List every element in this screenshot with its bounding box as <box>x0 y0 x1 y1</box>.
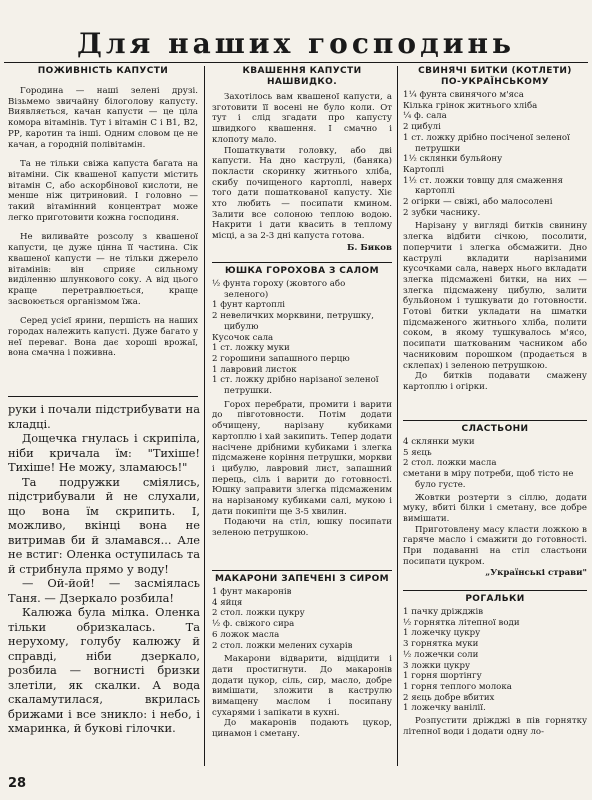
story-continuation <box>8 402 200 736</box>
article-cabbage-nutrition <box>8 66 198 359</box>
recipe-heading: ПО-УКРАЇНСЬКОМУ <box>440 77 550 87</box>
author-signature: Б. Биков <box>347 242 392 253</box>
title-rule <box>4 62 588 63</box>
ingredient-item: 1 фунт макаронів <box>212 587 292 597</box>
recipe-heading: МАКАРОНИ ЗАПЕЧЕНІ З СИРОМ <box>214 574 390 584</box>
page-number: 28 <box>8 776 27 791</box>
recipe-rogalky <box>403 594 587 737</box>
recipe-baked-macaroni <box>212 574 392 740</box>
section-rule <box>212 262 392 263</box>
ingredient-item: ½ ложечки соли <box>403 649 479 660</box>
ingredient-item: Кусочок сала <box>212 332 274 343</box>
ingredient-item: Картоплі <box>403 164 445 175</box>
ingredient-list <box>212 279 392 397</box>
recipe-pea-soup <box>212 266 392 539</box>
ingredient-item: 2 горошини запашного перцю <box>212 353 350 364</box>
ingredient-item: 4 склянки муки <box>403 437 475 447</box>
ingredient-item: 1½ склянки бульйону <box>403 154 503 165</box>
paragraph: Нарізану у вигляді битків свинину злегка відбити січкою, посолити, поперчити і злегка обсмажити. Дно каструлі вкладити нарізаними кусочками сала, наверх нього вкладати злегка підсмажені битки, на них — злегка підсмажену цибулю, залити бульйоном і тушкувати до готовности. Готові битки укладати на шматки підсмаженого житнього хліба, полити соком, в якому тушкувалось м'ясо, посипати шаткованим часником або часниковим порошком (продається в склепах) і зеленою петрушкою. <box>403 221 587 371</box>
ingredient-item: 1 ст. ложку дрібно посіченої зеленої петрушки <box>403 132 570 154</box>
paragraph: Не виливайте розсолу з квашеної капусти, це дуже цінна її частина. Сік квашеної капусти — не тільки джерело вітамінів: він сприяє сильному виділенню шлункового соку. А від цього краще перетравлюється, краще засвоюється організмом їжа. <box>8 232 198 307</box>
story-paragraph: — Ой-йой! — засміялась Таня. — Дзеркало розбила! <box>8 576 200 605</box>
article-heading: ПОЖИВНІСТЬ КАПУСТИ <box>37 66 169 76</box>
recipe-slastiony <box>403 424 587 579</box>
ingredient-item: 3 горнятка муки <box>403 639 479 650</box>
article-sauerkraut <box>212 66 392 254</box>
ingredient-item: ¼ ф. сала <box>403 111 447 122</box>
ingredient-item: 3 ложки цукру <box>403 660 471 671</box>
recipe-heading: ЮШКА ГОРОХОВА З САЛОМ <box>225 266 379 276</box>
ingredient-item: 5 яєць <box>403 447 432 458</box>
ingredient-item: ½ фунта гороху (жовтого або зеленого) <box>212 279 346 300</box>
ingredient-item: 2 стол. ложки масла <box>403 458 497 469</box>
section-rule <box>212 570 392 571</box>
ingredient-item: 2 зубки часнику. <box>403 207 481 218</box>
paragraph: Розпустити дріжджі в пів горнятку літепної води і додати одну ло- <box>403 716 587 737</box>
article-heading: НАШВИДКО. <box>266 77 338 87</box>
ingredient-item: Кілька грінок житнього хліба <box>403 100 538 111</box>
paragraph: Жовтки розтерти з сіллю, додати муку, вбиті білки і сметану, все добре вимішати. <box>403 492 587 524</box>
ingredient-item: 2 яєць добре вбитих <box>403 692 495 703</box>
ingredient-item: 2 стол. ложки цукру <box>212 608 305 619</box>
ingredient-item: 1¼ фунта свинячого м'яса <box>403 90 524 100</box>
section-rule <box>8 396 198 397</box>
recipe-pork-cutlets <box>403 66 587 393</box>
ingredient-item: 1 ст. ложку дрібно нарізаної зеленої петрушки. <box>212 375 379 397</box>
paragraph: Подаючи на стіл, юшку посипати зеленою петрушкою. <box>212 517 392 539</box>
paragraph: Серед усієї ярини, першість на наших городах належить капусті. Дуже багато у неї переваг. Вона дає хороші врожаї, вона смачна і поживна. <box>8 316 199 359</box>
ingredient-item: 6 ложок масла <box>212 629 280 640</box>
ingredient-list <box>403 607 587 714</box>
ingredient-item: 1 горня шортінгу <box>403 671 482 682</box>
ingredient-item: 1 ложечку ванілії. <box>403 703 486 714</box>
ingredient-item: 4 яйця <box>212 597 243 608</box>
paragraph: Приготовлену масу класти ложкою в гаряче масло і смажити до готовності. При подаванні на стіл сластьони посипати цукром. <box>403 524 587 567</box>
ingredient-item: 1 пачку дріжджів <box>403 607 484 617</box>
ingredient-item: 1 горня теплого молока <box>403 681 512 692</box>
paragraph: Городина — наші зелені друзі. Візьмемо звичайну білоголову капусту. Виявляється, качан капусти — це ціла комора вітамінів. Тут і вітамін С і В1, В2, РР, каротин та інші. Одним словом це не качан, а городній полівітамін. <box>8 86 198 150</box>
ingredient-item: 2 огірки — свіжі, або малосолені <box>403 197 553 208</box>
section-rule <box>403 590 587 591</box>
paragraph: Горох перебрати, промити і варити до півготовности. Потім додати обчищену, нарізану кубиками картоплю і хай закипить. Тепер додати насічене дрібними кубиками і злегка підсмажене коріння петрушки, моркви і цибулю, лавровий лист, запашний перець, сіль і варити до готовності. Юшку заправити злегка підсмаженим на нарізаному кубиками салі, мукою і дати покипіти ще 3-5 хвилин. <box>212 399 392 517</box>
ingredient-item: 2 цибулі <box>403 122 441 133</box>
ingredient-list <box>403 437 587 491</box>
ingredient-list <box>212 587 392 651</box>
recipe-heading: СЛАСТЬОНИ <box>461 424 529 434</box>
column-separator-left <box>204 66 205 766</box>
ingredient-item: ½ ф. свіжого сира <box>212 619 295 630</box>
ingredient-list <box>403 90 587 218</box>
ingredient-item: 1 лавровий листок <box>212 364 297 375</box>
ingredient-item: 1 фунт картоплі <box>212 300 286 311</box>
paragraph: Макарони відварити, відцідити і дати простигнути. До макаронів додати цукор, сіль, сир, масло, добре вимішати, зложити в каструлю вимащену маслом і посипану сухарями і запікати в кухні. <box>212 654 392 718</box>
story-paragraph: Дощечка гнулась і скрипіла, ніби кричала їм: "Тихіше! Тихіше! Не можу, зламаюсь!" <box>8 431 200 474</box>
recipe-heading: РОГАЛЬКИ <box>465 594 525 604</box>
ingredient-item: 1 ст. ложку муки <box>212 343 290 354</box>
ingredient-item: ½ горнятка літепної води <box>403 617 520 628</box>
story-paragraph: руки і почали підстрибувати на кладці. <box>8 402 200 431</box>
ingredient-item: 1½ ст. ложки товщу для смаження картоплі <box>403 175 563 197</box>
column-separator-right <box>397 66 398 766</box>
paragraph: До битків подавати смажену картоплю і огірки. <box>403 371 587 392</box>
story-paragraph: Калюжа була мілка. Оленка тільки обризкалась. Та нерухому, голубу калюжу й справді, ніби дзеркало, розбила — вогнисті бризки злетіли, як скалки. А вода скаламутилася, вкрилась брижами і все зникло: і небо, і хмаринка, й букові гілочки. <box>8 605 200 735</box>
section-rule <box>403 420 587 421</box>
ingredient-item: 2 невеличких морквини, петрушку, цибулю <box>212 311 374 332</box>
ingredient-item: сметани в міру потреби, щоб тісто не було густе. <box>403 469 574 490</box>
recipe-heading: СВИНЯЧІ БИТКИ (КОТЛЕТИ) <box>418 66 572 76</box>
paragraph: До макаронів подають цукор, цинамон і сметану. <box>212 718 392 740</box>
ingredient-item: 2 стол. ложки мелених сухарів <box>212 640 353 651</box>
ingredient-item: 1 ложечку цукру <box>403 628 481 639</box>
paragraph: Та не тільки свіжа капуста багата на вітаміни. Сік квашеної капусти містить вітамін С, або аскорбінової кислоти, не менше ніж цитриновий. І головно — такий вітамінний концентрат може легко приготовити кожна господиня. <box>8 159 198 223</box>
article-heading: КВАШЕННЯ КАПУСТИ <box>242 66 362 76</box>
paragraph: Захотілось вам квашеної капусти, а зготовити її восені не було коли. От тут і слід згадати про капусту швидкого квашення. І смачно і клопоту мало. <box>212 92 392 145</box>
story-paragraph: Та подружки сміялись, підстрибували й не слухали, що вона їм скрипить. І, можливо, вкінці вона не витримав би й зламався... Але не встиг: Оленка оступилась та й стрибнула прямо у воду! <box>8 474 200 576</box>
page-title: Для наших господинь <box>77 27 515 60</box>
paragraph: Пошаткувати головку, або дві капусти. На дно каструлі, (баняка) покласти скоринку житнього хліба, скибу почищеного картоплі, наверх того дати пошаткованої капусту. Хіє хто любить — посипати кмином. Залити все солоною теплою водою. Накрити і дати квасить в теплому місці, а за 2-3 дні капуста готова. <box>212 145 392 242</box>
source-signature: „Українські страви" <box>485 568 587 579</box>
